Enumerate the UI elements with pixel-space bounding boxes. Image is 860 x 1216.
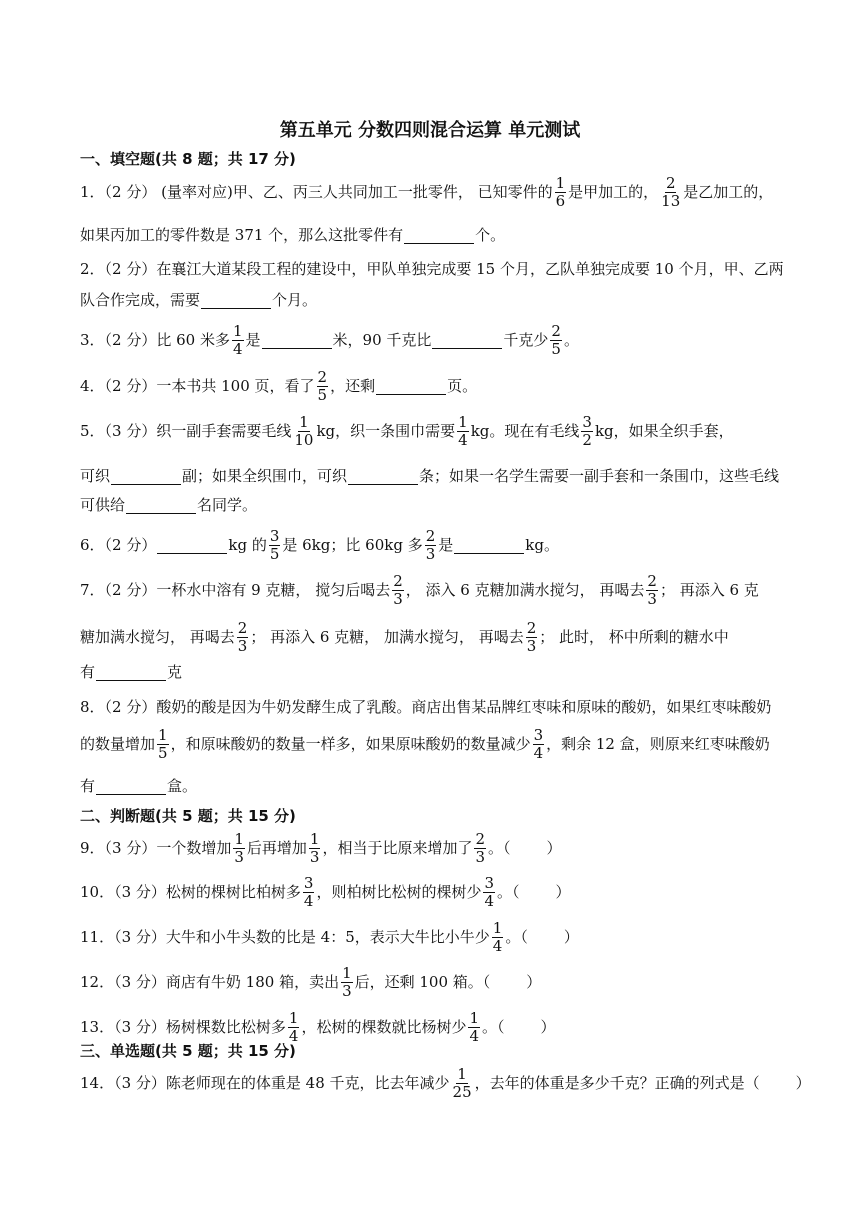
fraction: $\frac{2}{3}$ (393, 571, 403, 608)
fraction: $\frac{1}{4}$ (469, 1008, 480, 1045)
answer-blank[interactable] (201, 292, 271, 309)
question-8-line-3: 有 盒。 (80, 777, 198, 795)
fraction: $\frac{1}{3}$ (342, 963, 352, 1000)
fraction: $\frac{3}{5}$ (269, 526, 280, 563)
question-4: 4．（2 分）一本书共 100 页，看了 $\frac{2}{5}$ ，还剩 页。 (80, 367, 478, 404)
fraction: $\frac{3}{4}$ (533, 725, 544, 762)
answer-blank[interactable] (157, 537, 227, 554)
fraction: $\frac{1}{4}$ (458, 412, 468, 449)
answer-blank[interactable] (126, 497, 196, 514)
question-7-line-3: 有 克 (80, 663, 183, 681)
fraction: $\frac{3}{4}$ (303, 873, 314, 910)
answer-blank[interactable] (348, 468, 418, 485)
fraction: $\frac{2}{5}$ (551, 321, 561, 358)
question-13: 13．（3 分）杨树棵数比松树多 $\frac{1}{4}$ ，松树的棵数就比杨树少 $\frac{1}{4}$ 。（ ） (80, 1008, 556, 1045)
question-5-line-2: 可织 副；如果全织围巾，可织 条；如果一名学生需要一副手套和一条围巾，这些毛线 (80, 467, 780, 485)
question-1-line-1: 1．（2 分） (量率对应)甲、乙、丙三人共同加工一批零件， 已知零件的 $\frac{1}{6}$ 是甲加工的， $\frac{2}{13}$ 是乙加工的， (80, 173, 774, 210)
section-true-false: 二、判断题(共 5 题；共 15 分) (80, 807, 296, 825)
question-7-line-1: 7．（2 分）一杯水中溶有 9 克糖， 搅匀后喝去 $\frac{2}{3}$ ， 添入 6 克糖加满水搅匀， 再喝去 $\frac{2}{3}$ ； 再添入 6 克 (80, 571, 759, 608)
fraction: $\frac{2}{3}$ (647, 571, 657, 608)
question-2-line-2: 队合作完成，需要 个月。 (80, 291, 318, 309)
question-9: 9．（3 分）一个数增加 $\frac{1}{3}$ 后再增加 $\frac{1}{3}$ ，相当于比原来增加了 $\frac{2}{3}$ 。（ ） (80, 829, 562, 866)
question-11: 11．（3 分）大牛和小牛头数的比是 4：5，表示大牛比小牛少 $\frac{1}{4}$ 。（ ） (80, 918, 579, 955)
question-14: 14．（3 分）陈老师现在的体重是 48 千克，比去年减少 $\frac{1}{25}$ ，去年的体重是多少千克？正确的列式是（ ） (80, 1064, 811, 1101)
answer-blank[interactable] (111, 468, 181, 485)
fraction: $\frac{1}{10}$ (294, 412, 314, 449)
fraction: $\frac{1}{3}$ (234, 829, 244, 866)
fraction: $\frac{2}{3}$ (425, 526, 436, 563)
fraction: $\frac{3}{4}$ (484, 873, 495, 910)
answer-blank[interactable] (262, 332, 332, 349)
question-8-line-1: 8．（2 分）酸奶的酸是因为牛奶发酵生成了乳酸。商店出售某品牌红枣味和原味的酸奶，如果红枣味酸奶 (80, 698, 772, 716)
fraction: $\frac{2}{5}$ (317, 367, 328, 404)
question-3: 3．（2 分）比 60 米多 $\frac{1}{4}$ 是 米，90 千克比 千克少 $\frac{2}{5}$ 。 (80, 321, 579, 358)
fraction: $\frac{1}{4}$ (232, 321, 243, 358)
page-title: 第五单元 分数四则混合运算 单元测试 (279, 120, 581, 141)
answer-blank[interactable] (376, 378, 446, 395)
fraction: $\frac{2}{13}$ (661, 173, 681, 210)
section-multiple-choice: 三、单选题(共 5 题；共 15 分) (80, 1042, 296, 1060)
question-12: 12．（3 分）商店有牛奶 180 箱，卖出 $\frac{1}{3}$ 后，还剩 100 箱。（ ） (80, 963, 542, 1000)
fraction: $\frac{1}{6}$ (555, 173, 566, 210)
answer-blank[interactable] (404, 227, 474, 244)
fraction: $\frac{1}{5}$ (158, 725, 168, 762)
question-5-line-3: 可供给 名同学。 (80, 496, 258, 514)
question-10: 10．（3 分）松树的棵树比柏树多 $\frac{3}{4}$ ，则柏树比松树的棵树少 $\frac{3}{4}$ 。（ ） (80, 873, 571, 910)
answer-blank[interactable] (432, 332, 502, 349)
question-6: 6．（2 分） kg 的 $\frac{3}{5}$ 是 6kg；比 60kg 多 $\frac{2}{3}$ 是 kg。 (80, 526, 559, 563)
question-2-line-1: 2．（2 分）在襄江大道某段工程的建设中，甲队单独完成要 15 个月，乙队单独完成要 10 个月，甲、乙两 (80, 260, 784, 278)
fraction: $\frac{1}{4}$ (492, 918, 503, 955)
question-5-line-1: 5．（3 分）织一副手套需要毛线 $\frac{1}{10}$ kg，织一条围巾需要 $\frac{1}{4}$ kg。现在有毛线 $\frac{3}{2}$ kg，如果全织手套， (80, 412, 734, 449)
fraction: $\frac{1}{25}$ (452, 1064, 472, 1101)
fraction: $\frac{2}{3}$ (237, 618, 248, 655)
fraction: $\frac{3}{2}$ (582, 412, 592, 449)
answer-blank[interactable] (96, 664, 166, 681)
answer-blank[interactable] (454, 537, 524, 554)
answer-blank[interactable] (96, 778, 166, 795)
fraction: $\frac{2}{3}$ (475, 829, 486, 866)
question-1-line-2: 如果丙加工的零件数是 371 个，那么这批零件有 个。 (80, 226, 506, 244)
fraction: $\frac{2}{3}$ (526, 618, 537, 655)
question-8-line-2: 的数量增加 $\frac{1}{5}$ ，和原味酸奶的数量一样多，如果原味酸奶的数量减少 $\frac{3}{4}$ ，剩余 12 盒，则原来红枣味酸奶 (80, 725, 770, 762)
fraction: $\frac{1}{4}$ (288, 1008, 299, 1045)
fraction: $\frac{1}{3}$ (309, 829, 320, 866)
question-7-line-2: 糖加满水搅匀， 再喝去 $\frac{2}{3}$ ； 再添入 6 克糖， 加满水搅匀， 再喝去 $\frac{2}{3}$ ； 此时， 杯中所剩的糖水中 (80, 618, 729, 655)
section-fill-in-blank: 一、填空题(共 8 题；共 17 分) (80, 150, 296, 168)
